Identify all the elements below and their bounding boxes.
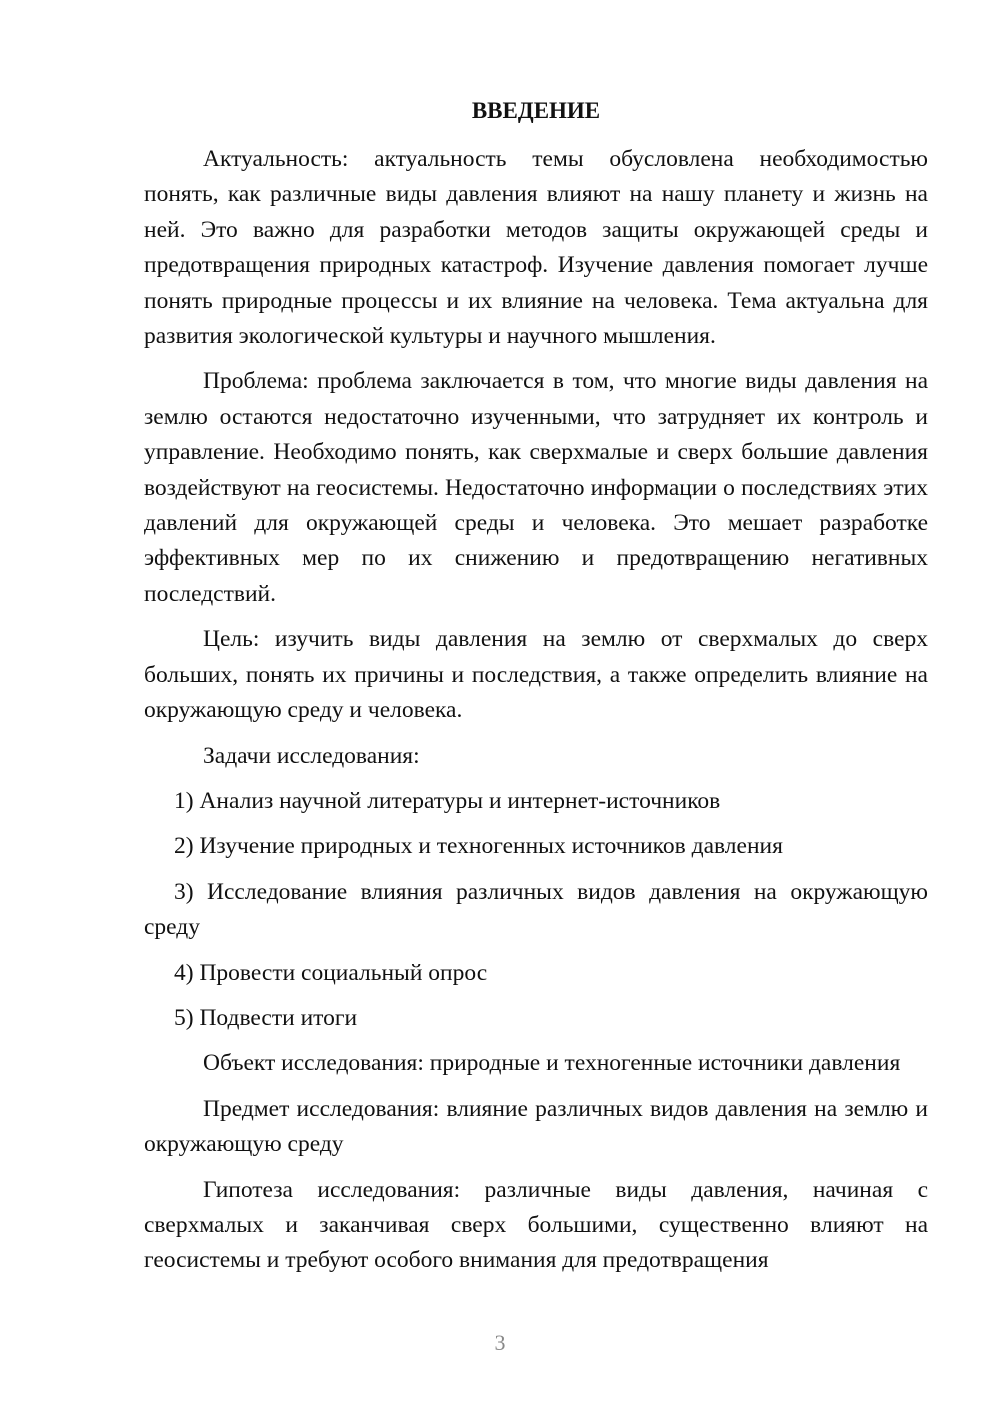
- goal-paragraph: Цель: изучить виды давления на землю от сверхмалых до сверх больших, понять их причины и последствия, а также определить влияние на окружающую среду и человека.: [144, 626, 928, 724]
- page-number: 3: [494, 1330, 506, 1355]
- task-item-4: 4) Провести социальный опрос: [174, 959, 488, 986]
- tasks-heading: Задачи исследования:: [203, 742, 420, 769]
- task-item-3: 3) Исследование влияния различных видов давления на окружающую среду: [144, 878, 928, 941]
- task-item-5: 5) Подвести итоги: [174, 1004, 358, 1031]
- object-paragraph: Объект исследования: природные и техногенные источники давления: [203, 1050, 901, 1077]
- relevance-paragraph: Актуальность: актуальность темы обусловлена необходимостью понять, как различные виды давления влияют на нашу планету и жизнь на ней. Это важно для разработки методов защиты окружающей среды и предотвращения природных катастроф. Изучение давления помогает лучше понять природные процессы и их влияние на человека. Тема актуальна для развития экологической культуры и научного мышления.: [144, 146, 928, 350]
- task-item-1: 1) Анализ научной литературы и интернет-источников: [174, 787, 721, 814]
- document-page: [144, 96, 928, 1279]
- subject-paragraph: Предмет исследования: влияние различных видов давления на землю и окружающую среду: [144, 1095, 928, 1158]
- problem-paragraph: Проблема: проблема заключается в том, что многие виды давления на землю остаются недостаточно изученными, что затрудняет их контроль и управление. Необходимо понять, как сверхмалые и сверх большие давления воздействуют на геосистемы. Недостаточно информации о последствиях этих давлений для окружающей среды и человека. Это мешает разработке эффективных мер по их снижению и предотвращению негативных последствий.: [144, 368, 928, 607]
- task-item-2: 2) Изучение природных и техногенных источников давления: [174, 833, 783, 860]
- hypothesis-paragraph: Гипотеза исследования: различные виды давления, начиная с сверхмалых и заканчивая сверх большими, существенно влияют на геосистемы и требуют особого внимания для предотвращения: [144, 1176, 928, 1274]
- section-title: ВВЕДЕНИЕ: [471, 98, 601, 123]
